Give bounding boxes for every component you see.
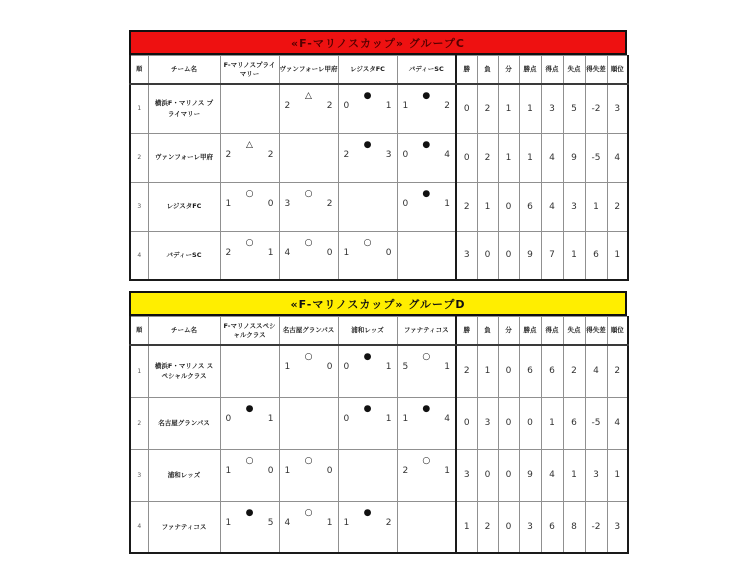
stat-cell: 9 [519, 231, 541, 280]
score-against: 2 [326, 101, 333, 111]
score-for: 1 [343, 247, 350, 258]
score-for: 1 [402, 101, 409, 111]
match-cell [220, 501, 279, 553]
header-row [130, 56, 628, 85]
match-score [221, 199, 279, 213]
team-row [130, 182, 628, 231]
result-win-symbol: ○ [422, 455, 431, 466]
stat-cell: 6 [519, 345, 541, 397]
result-win-symbol: ○ [363, 237, 372, 248]
match-score [398, 199, 456, 213]
stat-cell: 3 [456, 449, 477, 501]
stat-cell: 9 [519, 449, 541, 501]
match-score [398, 150, 456, 164]
score-against: 0 [326, 465, 333, 476]
match-result [339, 502, 397, 532]
score-against: 2 [326, 198, 333, 209]
stat-cell: 1 [498, 84, 519, 133]
stat-cell: 1 [585, 182, 607, 231]
stat-cell: 1 [607, 231, 628, 280]
match-cell [279, 397, 338, 449]
stat-cell: 3 [541, 84, 563, 133]
result-loss-symbol: ● [363, 139, 372, 150]
standings-table [129, 55, 629, 281]
stat-cell: 2 [456, 182, 477, 231]
score-for: 2 [284, 101, 291, 111]
header-row [130, 317, 628, 346]
match-result [398, 134, 456, 164]
match-score [221, 414, 279, 428]
match-score [339, 414, 397, 428]
stat-cell: 2 [477, 501, 498, 553]
stat-cell: 3 [585, 449, 607, 501]
stat-cell: 3 [607, 501, 628, 553]
stat-cell: 6 [541, 501, 563, 553]
stat-cell: 0 [498, 397, 519, 449]
rank-header: 順 [130, 317, 148, 346]
stat-header: 得失差 [585, 317, 607, 346]
stat-cell: 3 [607, 84, 628, 133]
score-against: 2 [267, 149, 274, 160]
result-loss-symbol: ● [245, 507, 254, 518]
stat-cell: 4 [607, 397, 628, 449]
stat-cell: 4 [541, 182, 563, 231]
stat-cell: 1 [498, 133, 519, 182]
stat-cell: 9 [563, 133, 585, 182]
rank-cell: 4 [130, 231, 148, 280]
stat-cell: 0 [498, 345, 519, 397]
stat-header: 負 [477, 317, 498, 346]
stat-header: 分 [498, 317, 519, 346]
score-for: 4 [284, 247, 291, 258]
rank-cell: 4 [130, 501, 148, 553]
match-cell [338, 231, 397, 280]
team-row [130, 397, 628, 449]
rank-cell: 3 [130, 449, 148, 501]
team-name-cell: 浦和レッズ [148, 449, 220, 501]
table-title: «F-マリノスカップ» グループD [129, 291, 627, 316]
match-result [280, 85, 338, 115]
score-for: 1 [284, 465, 291, 476]
result-win-symbol: ○ [304, 455, 313, 466]
match-result [398, 398, 456, 428]
result-loss-symbol: ● [363, 403, 372, 414]
match-score [339, 150, 397, 164]
match-result [339, 134, 397, 164]
stat-header: 勝 [456, 317, 477, 346]
match-result [398, 450, 456, 480]
score-against: 1 [444, 198, 450, 209]
result-win-symbol: ○ [304, 352, 313, 362]
match-score [221, 466, 279, 480]
score-against: 3 [385, 149, 392, 160]
score-for: 1 [225, 517, 232, 528]
score-against: 0 [326, 362, 333, 372]
stat-header: 失点 [563, 56, 585, 85]
match-result [221, 183, 279, 213]
stat-cell: 4 [585, 345, 607, 397]
stat-cell: 3 [563, 182, 585, 231]
match-cell [397, 182, 456, 231]
team-row [130, 449, 628, 501]
match-score [398, 101, 456, 115]
stat-header: 得失差 [585, 56, 607, 85]
score-against: 2 [385, 517, 392, 528]
stat-header: 勝 [456, 56, 477, 85]
match-cell [338, 133, 397, 182]
standings-table [129, 316, 629, 554]
match-score [339, 362, 397, 376]
stat-cell: 0 [477, 231, 498, 280]
result-win-symbol: ○ [304, 237, 313, 248]
score-against: 1 [385, 101, 392, 111]
score-against: 5 [267, 517, 274, 528]
match-cell [279, 231, 338, 280]
match-cell [279, 345, 338, 397]
result-loss-symbol: ● [363, 91, 372, 101]
stat-cell: 0 [498, 449, 519, 501]
result-win-symbol: ○ [304, 188, 313, 199]
rank-cell: 1 [130, 84, 148, 133]
match-result [221, 450, 279, 480]
stat-cell: 2 [477, 133, 498, 182]
rank-cell: 3 [130, 182, 148, 231]
stat-cell: 4 [541, 449, 563, 501]
team-row [130, 345, 628, 397]
stat-header: 得点 [541, 317, 563, 346]
score-for: 1 [343, 517, 350, 528]
stat-cell: 0 [477, 449, 498, 501]
match-result [339, 85, 397, 115]
stat-cell: -2 [585, 501, 607, 553]
stat-cell: 1 [563, 449, 585, 501]
match-score [398, 466, 456, 480]
result-loss-symbol: ● [422, 139, 431, 150]
table-title: «F-マリノスカップ» グループC [129, 30, 627, 55]
result-win-symbol: ○ [304, 507, 313, 518]
match-result [398, 183, 456, 213]
stat-cell: 2 [477, 84, 498, 133]
match-cell [220, 397, 279, 449]
match-cell [397, 84, 456, 133]
team-name-cell: バディーSC [148, 231, 220, 280]
stat-cell: 0 [456, 133, 477, 182]
team-row [130, 133, 628, 182]
stat-cell: 0 [498, 182, 519, 231]
stat-cell: 2 [563, 345, 585, 397]
team-name-header: チーム名 [148, 56, 220, 85]
match-cell [338, 182, 397, 231]
stat-cell: 0 [456, 84, 477, 133]
score-against: 1 [326, 517, 333, 528]
match-cell [279, 133, 338, 182]
result-win-symbol: ○ [245, 237, 254, 248]
result-win-symbol: ○ [245, 188, 254, 199]
match-cell [397, 345, 456, 397]
match-result [339, 398, 397, 428]
match-result [280, 232, 338, 262]
match-result [221, 232, 279, 262]
stat-cell: 0 [519, 397, 541, 449]
score-for: 1 [225, 198, 232, 209]
stat-cell: 8 [563, 501, 585, 553]
stat-cell: 6 [519, 182, 541, 231]
score-against: 4 [444, 413, 450, 424]
match-result [280, 502, 338, 532]
stat-cell: -5 [585, 133, 607, 182]
team-name-cell: 横浜F・マリノス スペシャルクラス [148, 345, 220, 397]
stat-header: 順位 [607, 56, 628, 85]
rank-header: 順 [130, 56, 148, 85]
stat-cell: 1 [607, 449, 628, 501]
stat-cell: 1 [477, 345, 498, 397]
match-result [339, 232, 397, 262]
stat-cell: 2 [607, 182, 628, 231]
score-against: 1 [267, 413, 274, 424]
result-loss-symbol: ● [422, 403, 431, 414]
match-result [221, 502, 279, 532]
stat-cell: 1 [541, 397, 563, 449]
match-result [280, 183, 338, 213]
match-score [398, 362, 456, 376]
match-result [280, 450, 338, 480]
stat-cell: 0 [456, 397, 477, 449]
score-for: 2 [225, 247, 232, 258]
score-against: 2 [444, 101, 450, 111]
stat-cell: 6 [563, 397, 585, 449]
score-against: 0 [326, 247, 333, 258]
stat-header: 失点 [563, 317, 585, 346]
match-cell [279, 182, 338, 231]
match-cell [279, 449, 338, 501]
result-draw-symbol: △ [246, 139, 253, 150]
team-name-cell: 名古屋グランパス [148, 397, 220, 449]
opponent-header: ヴァンフォーレ甲府 [279, 56, 338, 85]
match-score [280, 101, 338, 115]
score-for: 2 [225, 149, 232, 160]
match-cell [220, 133, 279, 182]
match-cell [397, 501, 456, 553]
result-loss-symbol: ● [245, 403, 254, 414]
stat-cell: 1 [519, 133, 541, 182]
result-loss-symbol: ● [363, 507, 372, 518]
score-against: 1 [444, 465, 450, 476]
match-cell [279, 84, 338, 133]
opponent-header: レジスタFC [338, 56, 397, 85]
score-for: 0 [402, 198, 409, 209]
match-score [221, 518, 279, 532]
stat-cell: 6 [585, 231, 607, 280]
stat-cell: 3 [477, 397, 498, 449]
score-for: 0 [343, 101, 350, 111]
stat-cell: 1 [519, 84, 541, 133]
rank-cell: 2 [130, 397, 148, 449]
stat-cell: 7 [541, 231, 563, 280]
match-cell [220, 84, 279, 133]
stat-header: 勝点 [519, 56, 541, 85]
match-result [398, 346, 456, 376]
result-win-symbol: ○ [422, 352, 431, 362]
match-result [339, 346, 397, 376]
stat-header: 負 [477, 56, 498, 85]
score-for: 2 [343, 149, 350, 160]
match-result [221, 398, 279, 428]
team-name-cell: レジスタFC [148, 182, 220, 231]
team-row [130, 84, 628, 133]
stat-cell: 1 [456, 501, 477, 553]
score-for: 1 [402, 413, 409, 424]
result-loss-symbol: ● [422, 91, 431, 101]
stat-header: 分 [498, 56, 519, 85]
match-cell [397, 231, 456, 280]
score-for: 2 [402, 465, 409, 476]
stat-cell: 2 [456, 345, 477, 397]
match-score [339, 248, 397, 262]
result-loss-symbol: ● [422, 188, 431, 199]
score-for: 5 [402, 362, 409, 372]
score-for: 1 [225, 465, 232, 476]
team-name-cell: ヴァンフォーレ甲府 [148, 133, 220, 182]
match-score [280, 199, 338, 213]
match-score [280, 362, 338, 376]
score-for: 0 [343, 413, 350, 424]
score-against: 1 [267, 247, 274, 258]
rank-cell: 1 [130, 345, 148, 397]
match-score [280, 518, 338, 532]
team-row [130, 501, 628, 553]
stat-cell: 1 [563, 231, 585, 280]
match-score [280, 466, 338, 480]
stat-header: 勝点 [519, 317, 541, 346]
match-cell [338, 84, 397, 133]
stat-cell: 0 [498, 501, 519, 553]
team-name-cell: ファナティコス [148, 501, 220, 553]
opponent-header: ファナティコス [397, 317, 456, 346]
stat-cell: 4 [607, 133, 628, 182]
match-cell [397, 133, 456, 182]
result-win-symbol: ○ [245, 455, 254, 466]
score-for: 0 [225, 413, 232, 424]
match-score [339, 101, 397, 115]
stat-cell: 0 [498, 231, 519, 280]
stat-cell: 6 [541, 345, 563, 397]
match-cell [397, 397, 456, 449]
match-cell [338, 397, 397, 449]
match-cell [397, 449, 456, 501]
match-result [398, 85, 456, 115]
match-cell [220, 345, 279, 397]
match-cell [220, 182, 279, 231]
match-score [221, 150, 279, 164]
match-result [280, 346, 338, 376]
opponent-header: 浦和レッズ [338, 317, 397, 346]
score-against: 0 [385, 247, 392, 258]
group-c-standings [129, 30, 627, 281]
team-row [130, 231, 628, 280]
score-against: 1 [444, 362, 450, 372]
match-score [398, 414, 456, 428]
score-for: 0 [402, 149, 409, 160]
stat-cell: 5 [563, 84, 585, 133]
opponent-header: F-マリノススペシャルクラス [220, 317, 279, 346]
match-cell [220, 231, 279, 280]
stat-header: 順位 [607, 317, 628, 346]
match-score [280, 248, 338, 262]
score-against: 1 [385, 362, 392, 372]
result-draw-symbol: △ [305, 91, 312, 101]
match-cell [338, 501, 397, 553]
score-against: 0 [267, 198, 274, 209]
stat-cell: 3 [456, 231, 477, 280]
stat-cell: 3 [519, 501, 541, 553]
opponent-header: F-マリノスプライマリー [220, 56, 279, 85]
score-for: 4 [284, 517, 291, 528]
score-for: 0 [343, 362, 350, 372]
match-cell [220, 449, 279, 501]
team-name-cell: 横浜F・マリノス プライマリー [148, 84, 220, 133]
stat-cell: 4 [541, 133, 563, 182]
match-score [221, 248, 279, 262]
stat-cell: -2 [585, 84, 607, 133]
score-against: 0 [267, 465, 274, 476]
stat-cell: -5 [585, 397, 607, 449]
stat-cell: 1 [477, 182, 498, 231]
match-result [221, 134, 279, 164]
match-cell [338, 345, 397, 397]
match-score [339, 518, 397, 532]
score-for: 3 [284, 198, 291, 209]
group-d-standings [129, 291, 627, 554]
result-loss-symbol: ● [363, 352, 372, 362]
opponent-header: 名古屋グランパス [279, 317, 338, 346]
match-cell [338, 449, 397, 501]
score-against: 1 [385, 413, 392, 424]
score-against: 4 [444, 149, 450, 160]
match-cell [279, 501, 338, 553]
stat-header: 得点 [541, 56, 563, 85]
stat-cell: 2 [607, 345, 628, 397]
rank-cell: 2 [130, 133, 148, 182]
opponent-header: バディーSC [397, 56, 456, 85]
team-name-header: チーム名 [148, 317, 220, 346]
score-for: 1 [284, 362, 291, 372]
